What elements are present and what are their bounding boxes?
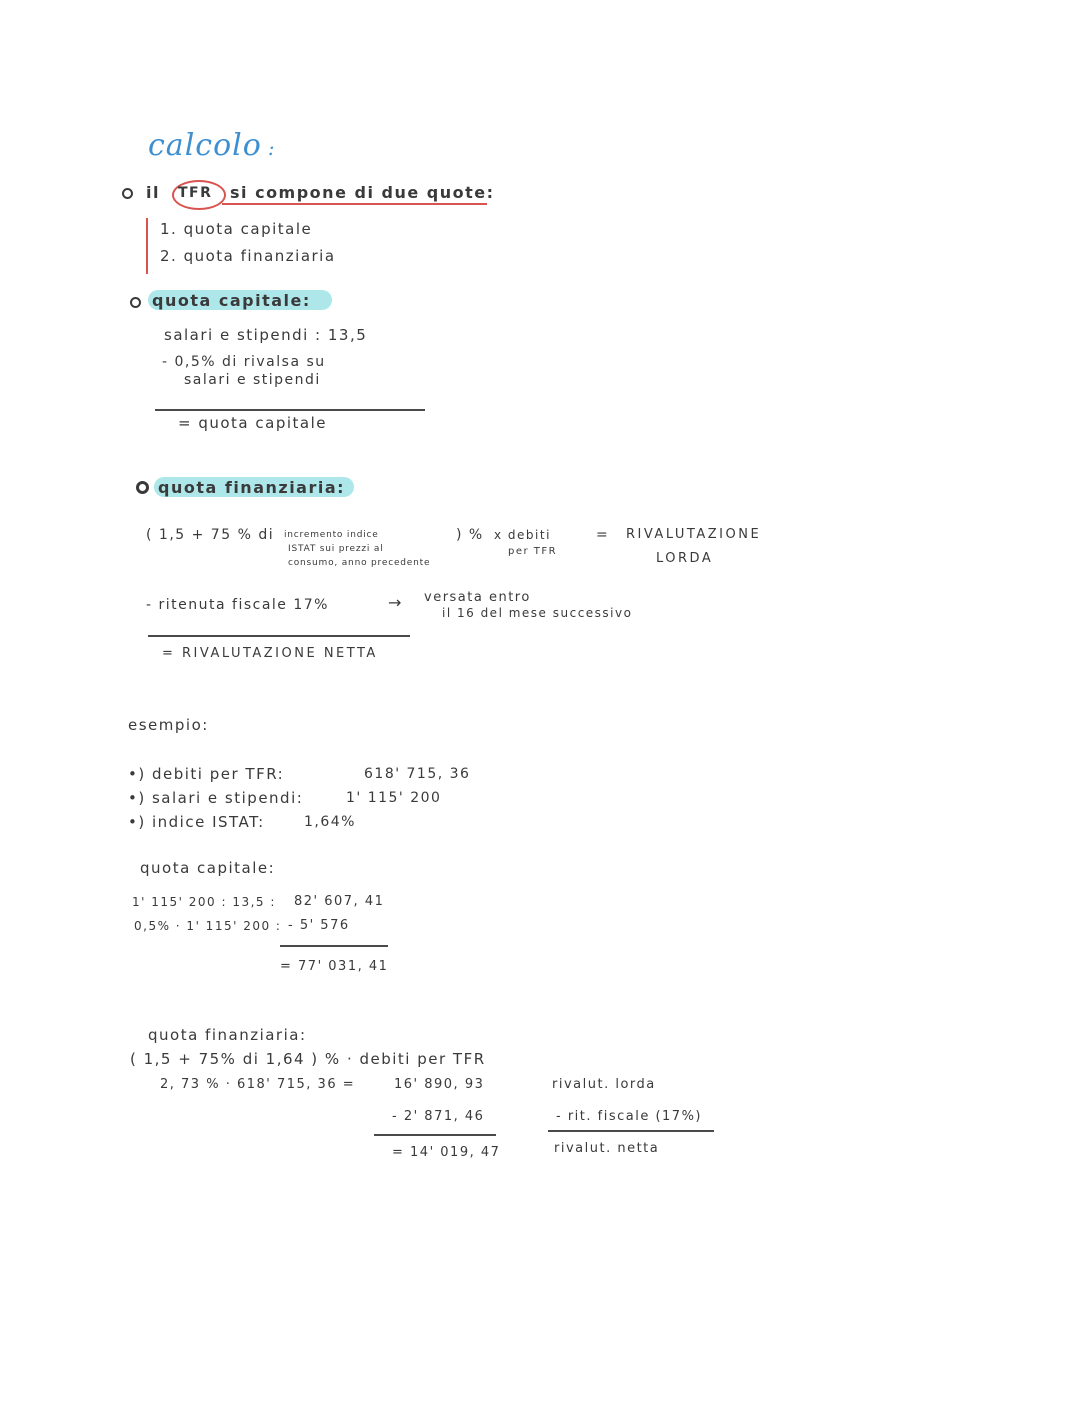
rivalutazione-netta: = RIVALUTAZIONE NETTA <box>162 646 378 661</box>
bullet-icon <box>136 481 149 494</box>
quote-bracket <box>146 218 158 274</box>
formula-equals: = <box>596 527 610 543</box>
formula-desc-3: consumo, anno precedente <box>288 558 431 568</box>
calc-capitale-row1-label: 1' 115' 200 : 13,5 : <box>132 895 276 909</box>
calc-capitale-result: = 77' 031, 41 <box>280 959 389 974</box>
page-title: calcolo : <box>148 128 276 163</box>
rivalutazione-lorda-2: LORDA <box>656 551 714 566</box>
esempio-item-3-value: 1,64% <box>304 814 356 830</box>
esempio-item-1-label: •) debiti per TFR: <box>128 765 285 783</box>
quota-capitale-result: = quota capitale <box>178 414 327 432</box>
bullet-icon <box>130 297 141 308</box>
calc-capitale-row2-label: 0,5% · 1' 115' 200 : <box>134 919 282 933</box>
esempio-item-2-label: •) salari e stipendi: <box>128 789 304 807</box>
intro-item-2: 2. quota finanziaria <box>160 247 336 265</box>
rivalutazione-lorda-1: RIVALUTAZIONE <box>626 527 762 542</box>
calc-finanziaria-label3: rivalut. netta <box>554 1141 660 1156</box>
intro-underline <box>222 203 487 205</box>
calc-finanziaria-heading: quota finanziaria: <box>148 1026 307 1044</box>
quota-capitale-rule <box>155 409 425 411</box>
formula-close: ) % <box>456 527 484 543</box>
quota-capitale-line2a: - 0,5% di rivalsa su <box>162 354 326 370</box>
quota-finanziaria-rule <box>148 635 410 637</box>
arrow-right-icon: → <box>388 593 403 612</box>
calc-finanziaria-formula: ( 1,5 + 75% di 1,64 ) % · debiti per TFR <box>130 1050 486 1068</box>
intro-prefix: il <box>146 183 160 202</box>
ritenuta-fiscale: - ritenuta fiscale 17% <box>146 597 329 613</box>
formula-mult-2: per TFR <box>508 546 558 557</box>
esempio-heading: esempio: <box>128 716 209 734</box>
calc-finanziaria-row1: 2, 73 % · 618' 715, 36 = <box>160 1077 356 1092</box>
formula-desc-2: ISTAT sui prezzi al <box>288 544 384 554</box>
calc-finanziaria-rule-right <box>548 1130 714 1132</box>
formula-open: ( 1,5 + 75 % di <box>146 527 275 543</box>
intro-tfr: TFR <box>178 185 213 201</box>
quota-capitale-line1: salari e stipendi : 13,5 <box>164 326 368 344</box>
esempio-item-1-value: 618' 715, 36 <box>364 766 471 782</box>
esempio-item-3-label: •) indice ISTAT: <box>128 813 265 831</box>
calc-capitale-row2-value: - 5' 576 <box>288 918 350 933</box>
formula-mult-1: x debiti <box>494 528 551 542</box>
calc-capitale-rule <box>280 945 388 947</box>
quota-finanziaria-heading: quota finanziaria: <box>158 478 346 497</box>
calc-finanziaria-label1: rivalut. lorda <box>552 1077 656 1092</box>
calc-finanziaria-val3: = 14' 019, 47 <box>392 1145 501 1160</box>
calc-finanziaria-val2: - 2' 871, 46 <box>392 1109 485 1124</box>
intro-item-1: 1. quota capitale <box>160 220 313 238</box>
quota-capitale-heading: quota capitale: <box>152 291 311 310</box>
versata-2: il 16 del mese successivo <box>442 606 633 620</box>
versata-1: versata entro <box>424 590 531 605</box>
quota-capitale-line2b: salari e stipendi <box>184 372 321 388</box>
formula-desc-1: incremento indice <box>284 530 379 540</box>
calc-finanziaria-label2: - rit. fiscale (17%) <box>556 1109 702 1124</box>
calc-finanziaria-rule-left <box>374 1134 496 1136</box>
bullet-icon <box>122 188 133 199</box>
calc-finanziaria-val1: 16' 890, 93 <box>394 1077 485 1092</box>
calc-capitale-row1-value: 82' 607, 41 <box>294 894 385 909</box>
intro-text: si compone di due quote: <box>230 183 495 202</box>
calc-capitale-heading: quota capitale: <box>140 859 276 877</box>
esempio-item-2-value: 1' 115' 200 <box>346 790 442 806</box>
